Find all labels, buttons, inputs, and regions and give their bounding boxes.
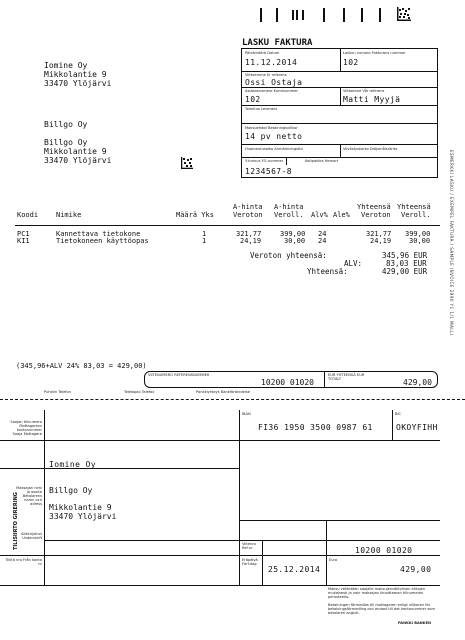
row-total-net: 24,19 — [370, 237, 392, 245]
row-name: Tietokoneen käyttöopas — [56, 237, 149, 245]
bic-label: BIC — [395, 412, 402, 416]
sender-city: 33470 Ylöjärvi — [44, 79, 112, 88]
table-header-rule — [15, 225, 440, 226]
total-value: 429,00 EUR — [382, 267, 428, 276]
row-total-vat: 30,00 — [409, 237, 431, 245]
header-name: Nimike — [56, 211, 82, 219]
line-items-header — [0, 200, 440, 222]
customer-number: 102 — [245, 95, 261, 104]
fax-label: Telekopio Telefax — [124, 390, 155, 394]
payee-label: Saaja Mottagare — [12, 432, 42, 436]
total-vat-label: ALV: — [344, 259, 363, 268]
due-date: 25.12.2014 — [268, 565, 321, 574]
payee-value: Iomine Oy — [49, 460, 96, 469]
sender-street: Mikkolantie 9 — [44, 70, 107, 79]
row-vat: 24 — [318, 237, 327, 245]
datamatrix-code-small — [181, 157, 193, 169]
giro-side-label: TILISIIRTO GIRERING — [13, 492, 19, 550]
euro-label: Euro — [329, 558, 338, 562]
our-ref-label: Viitteemme Er referens — [245, 73, 287, 77]
row-code: KI1 — [17, 237, 30, 245]
terms-text-2: Betalningen förmedlas till mottagaren enligt villkoren för betalningsförmedling och endast till det kontonummer som betalaren angivit. — [328, 603, 435, 615]
invoice-number: 102 — [343, 58, 359, 67]
invoice-info-box — [241, 48, 438, 178]
total-vat-value: 83,03 EUR — [386, 259, 427, 268]
row-qty: 1 — [202, 230, 207, 238]
number-label: Laskun numero Fakturans nummer — [343, 51, 406, 55]
date-label: Päivämäärä Datum — [245, 51, 280, 55]
header-code: Koodi — [17, 211, 39, 219]
recipient-city: 33470 Ylöjärvi — [44, 156, 112, 165]
ref-strip-value: 10200 01020 — [261, 378, 314, 387]
ytunnus-label: Y-tunnus FO-nummer — [245, 159, 284, 163]
your-reference: Matti Myyjä — [343, 95, 401, 104]
ref-value: 10200 01020 — [355, 546, 413, 555]
iban-label: IBAN — [242, 412, 251, 416]
your-ref-label: Viitteenne Vår referens — [343, 89, 385, 93]
row-total-vat: 399,00 — [405, 230, 431, 238]
payer-label: Maksajan nimi ja osoite Betalarens namn och adress — [16, 486, 42, 506]
ref-strip-label: VIITENUMERO REFERENSNUMMER — [148, 373, 210, 377]
ref-label: Viitenro Ref.nr — [242, 542, 256, 550]
header-price-net-2: Veroton — [233, 211, 263, 219]
invoice-title: LASKU FAKTURA — [242, 38, 313, 48]
phone-label: Puhelin Telefon — [44, 390, 72, 394]
payer-address — [49, 486, 116, 521]
total-label: Yhteensä: — [307, 267, 348, 276]
slip-top-rule — [0, 399, 465, 400]
payee-account-label: Saajan tilinumero Mottagarens kontonummer — [10, 420, 42, 432]
our-reference: Ossi Ostaja — [245, 78, 303, 87]
domicile-label: Kotipaikka Hemort — [305, 159, 339, 163]
due-label: Eräpäivä Förf.dag — [242, 558, 258, 566]
ytunnus-value: 1234567-8 — [245, 167, 292, 176]
total-net-label: Veroton yhteensä: — [250, 251, 327, 260]
vat-note: (345,96+ALV 24% 83,03 = 429,00) — [16, 362, 147, 370]
invoice-date: 11.12.2014 — [245, 58, 298, 67]
header-total-net-2: Veroton — [361, 211, 391, 219]
row-price-vat: 30,00 — [284, 237, 306, 245]
customer-no-label: Asiakasnumero Kundnummer — [245, 89, 298, 93]
recipient-name: Billgo Oy — [44, 120, 88, 129]
header-price-vat-2: Veroll. — [274, 211, 304, 219]
header-discount: Ale% — [333, 211, 350, 219]
reference-strip — [144, 371, 438, 388]
payer-street: Mikkolantie 9 — [49, 503, 112, 512]
recipient-address — [44, 120, 111, 165]
recipient-street: Mikkolantie 9 — [44, 147, 107, 156]
recipient-name-2: Billgo Oy — [44, 138, 88, 147]
side-print-text: ESMERKKI LASKU / EXEMPEL FAKTURA / SAMPLE INVOICE 2990 Y1 1/1 MALLI — [449, 150, 454, 336]
payment-terms-label: Maksuehdot Betalningsvillkor — [245, 126, 298, 130]
row-price-net: 24,19 — [240, 237, 262, 245]
header-total-vat-2: Veroll. — [401, 211, 431, 219]
payment-slip — [0, 410, 440, 640]
late-interest-label: Huomautusaika Anmärkningstid — [245, 147, 303, 151]
header-price-vat-1: A-hinta — [274, 203, 304, 211]
sender-name: Iomine Oy — [44, 61, 88, 70]
row-total-net: 321,77 — [366, 230, 392, 238]
row-code: PC1 — [17, 230, 30, 238]
bank-name: PANKKI BANKEN — [398, 621, 432, 625]
penalty-interest-label: Viivästyskorko Dröjsmålsränta — [343, 147, 398, 151]
datamatrix-code-top — [397, 7, 411, 21]
delivery-label: Toimitus Leverans — [245, 107, 278, 111]
header-price-net-1: A-hinta — [233, 203, 263, 211]
signature-label: Allekirjoitus Underskrift — [21, 532, 42, 540]
table-row — [0, 237, 440, 245]
header-total-net-1: Yhteensä — [357, 203, 391, 211]
header-qty: Määrä Yks — [176, 211, 214, 219]
row-qty: 1 — [202, 237, 207, 245]
row-price-vat: 399,00 — [280, 230, 306, 238]
from-account-label: Tililtä nro Från konto nr — [5, 558, 42, 566]
bank-label: Pankkiyhteys Bankförbindelse — [196, 390, 250, 394]
header-total-vat-1: Yhteensä — [397, 203, 431, 211]
total-net-value: 345,96 EUR — [382, 251, 428, 260]
row-price-net: 321,77 — [236, 230, 262, 238]
ref-strip-sum-label: EUR YHTEENSÄ EUR TOTALT — [328, 373, 365, 381]
ref-strip-sum: 429,00 — [403, 378, 432, 387]
terms-text-1: Maksu välitetään saajalle maksujenvälityksen ehtojen mukaisesti ja vain maksajan ilmoittaman tilinumeron perusteella. — [328, 587, 426, 599]
bic-value: OKOYFIHH — [396, 423, 438, 432]
row-vat: 24 — [318, 230, 327, 238]
iban-value: FI36 1950 3500 0987 61 — [258, 423, 373, 432]
payer-name: Billgo Oy — [49, 486, 93, 495]
sender-address — [44, 61, 111, 88]
row-name: Kannettava tietokone — [56, 230, 141, 238]
slip-amount: 429,00 — [400, 565, 432, 574]
payment-terms: 14 pv netto — [245, 132, 303, 141]
header-vat-pct: Alv% — [311, 211, 328, 219]
payer-city: 33470 Ylöjärvi — [49, 512, 117, 521]
